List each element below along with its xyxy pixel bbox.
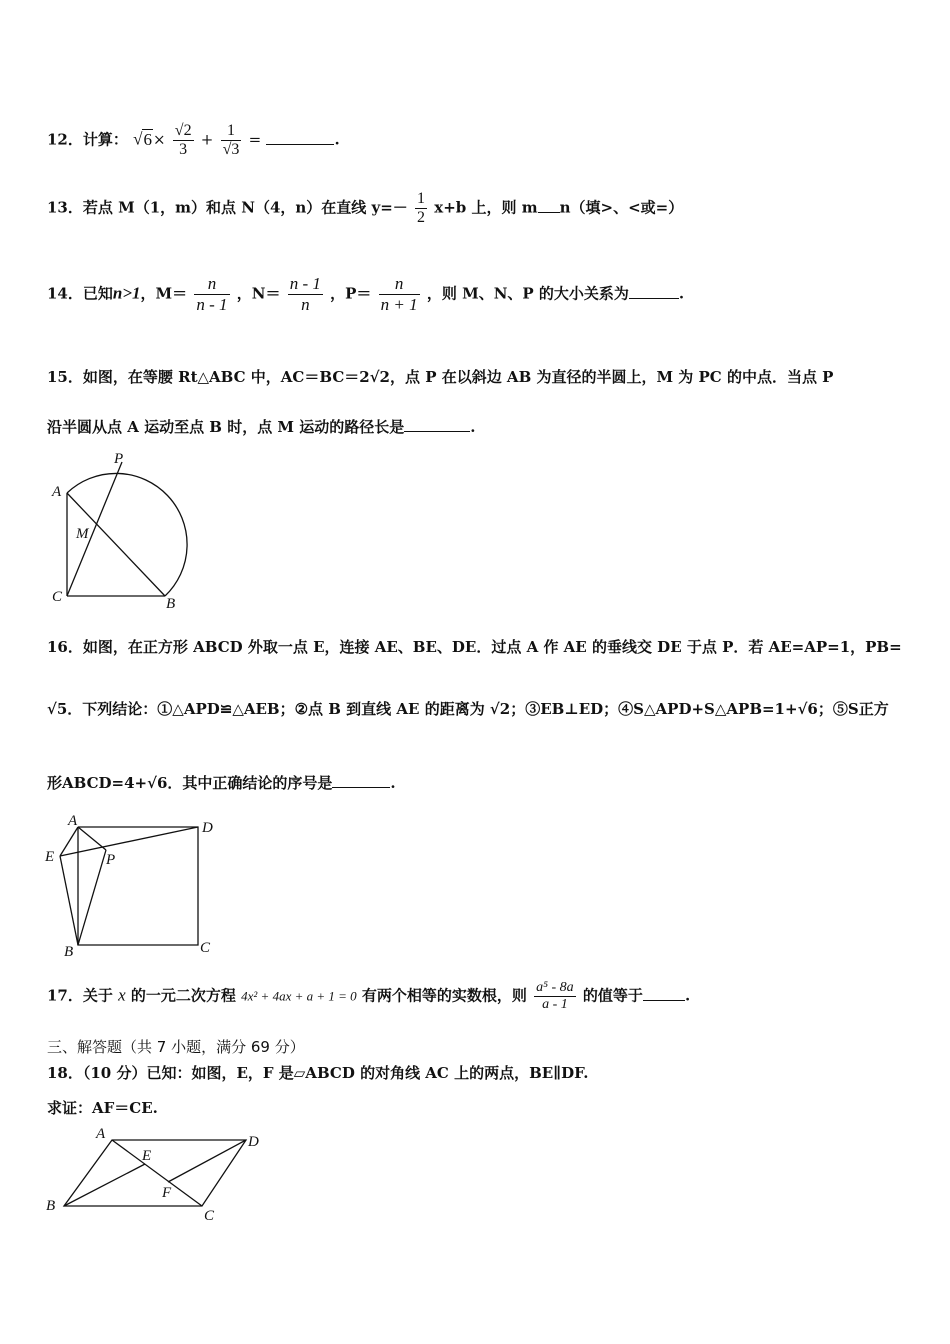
label-B: B xyxy=(166,596,176,612)
fraction-half: $\frac{1}{2}$ xyxy=(417,190,426,226)
label-M: M xyxy=(76,526,89,542)
question-15-line-1: 15．如图，在等腰 Rt△ABC 中，AC＝BC＝2√2，点 P 在以斜边 AB 为直径的半圆上，M 为 PC 的中点．当点 P xyxy=(47,368,834,386)
label-B: B xyxy=(64,944,74,957)
question-16-line-3: 形ABCD=4+√6．其中正确结论的序号是 . xyxy=(47,774,396,792)
fraction-M: $\frac{n}{n - 1}$ xyxy=(196,274,228,314)
question-14: 14．已知n>1，M＝ $\frac{n}{n - 1}$ ，N＝ $\frac{n - 1}{n}$ ，P＝ $\frac{n}{n + 1}$ ，则 M、N、P 的大小关系为 . xyxy=(47,274,685,314)
answer-blank[interactable] xyxy=(643,1000,685,1001)
answer-blank[interactable] xyxy=(404,431,470,432)
fraction-N: $\frac{n - 1}{n}$ xyxy=(289,274,321,314)
label-A: A xyxy=(68,813,78,829)
label-B: B xyxy=(46,1198,56,1214)
answer-blank[interactable] xyxy=(266,144,334,145)
question-15-line-2: 沿半圆从点 A 运动至点 B 时，点 M 运动的路径长是 . xyxy=(47,418,476,436)
answer-blank[interactable] xyxy=(332,787,390,788)
label-D: D xyxy=(202,820,213,836)
answer-blank[interactable] xyxy=(629,298,679,299)
question-18-line-2: 求证：AF＝CE. xyxy=(47,1099,158,1117)
label-C: C xyxy=(52,589,63,605)
label-A: A xyxy=(52,484,62,500)
question-16-line-1: 16．如图，在正方形 ABCD 外取一点 E，连接 AE、BE、DE．过点 A 作 AE 的垂线交 DE 于点 P．若 AE=AP=1，PB= xyxy=(47,638,902,656)
sqrt-6: √6 xyxy=(133,129,152,149)
label-E: E xyxy=(142,1148,152,1164)
question-13: 13．若点 M（1，m）和点 N（4，n）在直线 y=－ $\frac{1}{2}$ x+b 上，则 m n（填>、<或=） xyxy=(47,190,684,226)
fraction-2: $\frac{1}{√3}$ xyxy=(222,122,240,158)
figure-q18 xyxy=(40,1124,270,1224)
question-18-line-1: 18．（10 分）已知：如图，E，F 是▱ABCD 的对角线 AC 上的两点，BE∥DF. xyxy=(47,1064,589,1082)
fraction-1: $\frac{√2}{3}$ xyxy=(174,122,192,158)
label-C: C xyxy=(204,1208,215,1224)
label-F: F xyxy=(162,1185,172,1201)
fraction-P: $\frac{n}{n + 1}$ xyxy=(380,274,418,314)
label-P: P xyxy=(106,852,116,868)
question-17: 17．关于 x 的一元二次方程 4x² + 4ax + a + 1 = 0 有两个相等的实数根，则 $\frac{\text{a⁵ - 8a}}{a - 1}$ 的值等于 . xyxy=(47,980,691,1012)
label-E: E xyxy=(45,849,55,865)
section-header: 三、解答题（共 7 小题，满分 69 分） xyxy=(47,1038,305,1056)
question-12: 12．计算： √6× $\frac{√2}{3}$ + $\frac{1}{√3}$ = . xyxy=(47,122,340,158)
label-C: C xyxy=(200,940,211,956)
label-D: D xyxy=(248,1134,259,1150)
label-P: P xyxy=(114,451,124,467)
figure-q15 xyxy=(40,448,210,618)
label-A: A xyxy=(96,1126,106,1142)
figure-q16 xyxy=(40,812,220,957)
answer-blank[interactable] xyxy=(538,212,560,213)
question-16-line-2: √5．下列结论：①△APD≌△AEB；②点 B 到直线 AE 的距离为 √2；③EB⊥ED；④S△APD+S△APB=1+√6；⑤S正方 xyxy=(47,700,889,718)
fraction-q17: $\frac{\text{a⁵ - 8a}}{a - 1}$ xyxy=(536,980,574,1012)
